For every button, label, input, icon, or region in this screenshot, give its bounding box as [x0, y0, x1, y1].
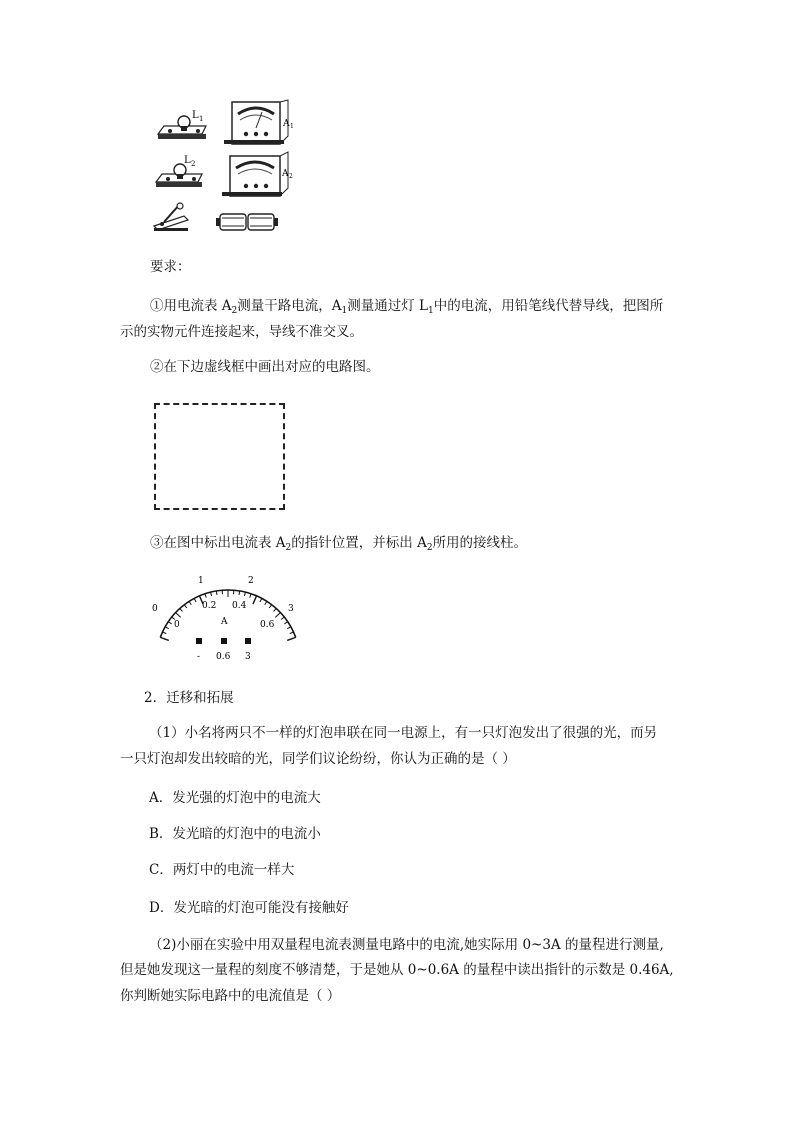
dial-tick: [281, 617, 284, 619]
dial-tick: [287, 637, 295, 640]
dial-tick: [275, 613, 280, 618]
req3-text-a: ③在图中标出电流表 A: [150, 535, 286, 551]
question-2-line-1: （2)小丽在实验中用双量程电流表测量电路中的电流,她实际用 0~3A 的量程进行测量,: [149, 937, 664, 953]
lamp-l2: [156, 155, 202, 187]
lamp-l1-label: L: [192, 110, 199, 121]
dial-tick: [168, 622, 171, 624]
dial-tick: [290, 632, 294, 634]
ammeter-dial: [148, 570, 308, 662]
requirement-3: [150, 533, 527, 558]
dial-tick: [163, 632, 167, 634]
terminal-negative: [196, 638, 202, 644]
dial-tick: [189, 601, 191, 604]
requirement-2: ②在下边虚线框中画出对应的电路图。: [150, 359, 380, 375]
dial-tick: [216, 591, 217, 595]
ammeter-a1: [224, 100, 294, 144]
option-a[interactable]: A．发光强的灯泡中的电流大: [149, 790, 321, 806]
dial-tick: [194, 598, 196, 602]
req1-text-b: 测量干路电流，A: [237, 298, 342, 314]
outer-label-2: 2: [248, 576, 254, 586]
req1-text-c: 测量通过灯 L: [347, 298, 429, 314]
inner-label-0-6: 0.6: [260, 620, 275, 630]
dial-tick: [180, 608, 183, 611]
inner-label-0-2: 0.2: [202, 601, 217, 611]
dial-tick: [250, 594, 251, 598]
dial-tick: [184, 605, 186, 608]
dial-scale: [160, 590, 295, 640]
dial-tick: [176, 613, 181, 618]
terminal-label-0-6: 0.6: [216, 652, 231, 662]
dial-tick: [160, 637, 168, 640]
dial-tick: [165, 627, 168, 629]
requirement-1-line-2: 示的实物元件连接起来，导线不准交叉。: [120, 324, 363, 340]
requirements-heading: 要求：: [150, 259, 191, 275]
req1-sub-a: 2: [231, 306, 238, 316]
req3-sub-b: 2: [426, 543, 433, 553]
dial-tick: [265, 601, 267, 604]
lamp-l2-sub: 2: [191, 160, 196, 168]
unit-symbol: A: [221, 617, 228, 627]
req1-text-d: 中的电流，用铅笔线代替导线，把图所: [433, 298, 664, 314]
terminal-3: [245, 638, 251, 644]
question-2-line-2: 但是她发现这一量程的刻度不够清楚，于是她从 0~0.6A 的量程中读出指针的示数是 0.46A,: [120, 962, 674, 978]
dial-tick: [244, 592, 245, 596]
dial-tick: [239, 591, 240, 595]
dial-arc: [160, 590, 295, 637]
ammeter-a1-label: A: [283, 119, 290, 129]
dial-tick: [269, 605, 271, 608]
ammeter-a2-label: A: [282, 169, 289, 179]
requirement-1-line-1: [150, 296, 663, 321]
question-1-line-2: 一只灯泡却发出较暗的光，同学们议论纷纷，你认为正确的是（ ）: [120, 751, 516, 767]
dashed-answer-box: [154, 403, 285, 510]
option-c[interactable]: C．两灯中的电流一样大: [149, 862, 295, 878]
req1-sub-b: 1: [341, 306, 348, 316]
question-1-line-1: （1）小名将两只不一样的灯泡串联在同一电源上，有一只灯泡发出了很强的光，而另: [149, 725, 658, 741]
ammeter-a2: [222, 152, 293, 196]
ammeter-a1-sub: 1: [290, 123, 294, 130]
dial-tick: [287, 627, 290, 629]
terminal-label-3: 3: [245, 652, 251, 662]
dial-tick: [274, 608, 277, 611]
lamp-l1: [158, 110, 206, 139]
option-b[interactable]: B．发光暗的灯泡中的电流小: [149, 826, 321, 842]
outer-label-0: 0: [152, 604, 158, 614]
question-2-line-3: 你判断她实际电路中的电流值是（ ）: [120, 988, 341, 1004]
lamp-l2-label: L: [184, 155, 191, 166]
req3-text-b: 的指针位置，并标出 A: [291, 535, 427, 551]
switch: [154, 203, 188, 231]
section-2-title: 2．迁移和拓展: [144, 690, 234, 706]
battery: [216, 214, 278, 230]
lamp-l1-sub: 1: [199, 115, 204, 123]
req1-sub-c: 1: [428, 306, 434, 316]
dial-tick: [211, 592, 212, 596]
terminal-label-negative: -: [197, 652, 201, 662]
inner-label-0-4: 0.4: [232, 601, 247, 611]
ammeter-a2-sub: 2: [289, 173, 293, 180]
req3-sub-a: 2: [285, 543, 292, 553]
inner-label-0: 0: [174, 620, 180, 630]
option-d[interactable]: D．发光暗的灯泡可能没有接触好: [149, 900, 349, 916]
outer-label-3: 3: [288, 604, 294, 614]
req3-text-c: 所用的接线柱。: [432, 535, 528, 551]
terminal-0-6: [221, 638, 227, 644]
dial-tick: [260, 598, 262, 602]
components-figure: [150, 98, 310, 238]
dial-tick: [253, 596, 257, 604]
dial-tick: [205, 594, 206, 598]
req1-text-a: ①用电流表 A: [150, 298, 232, 314]
dial-tick: [284, 622, 287, 624]
outer-label-1: 1: [198, 576, 204, 586]
